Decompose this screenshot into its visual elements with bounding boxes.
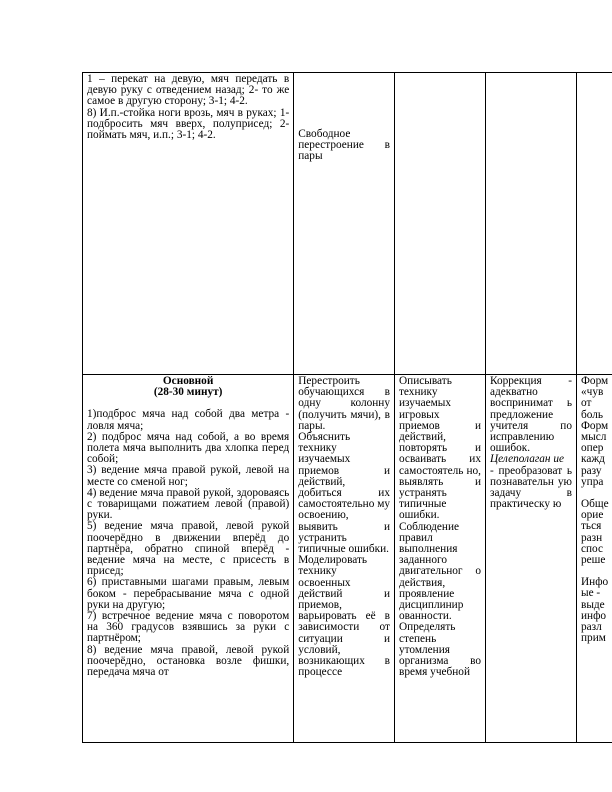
main-part-cell xyxy=(83,375,294,743)
teacher-activity-cell xyxy=(294,375,395,743)
regulatory-text: - преобразоват ь познавательн ую задачу в практическу ю xyxy=(490,464,572,511)
exercise-item: 7) встречное ведение мяча с поворотом на 360 градусов взявшись за руки с партнёром; xyxy=(87,610,290,645)
cut-off-text-line: Обще xyxy=(581,498,609,511)
cut-off-text-line: Инфо xyxy=(581,576,609,589)
teacher-activity-text: Моделировать технику освоенных действий и приемов, варьировать её в зависимости от ситуации и условий, возникающих в процессе xyxy=(298,554,390,679)
exercise-item: 5) ведение мяча правой, левой рукой поочерёдно в движении вперёд до партнёра, обратно спиной вперёд - ведение мяча на месте, с присесть в присед; xyxy=(87,520,290,578)
cut-off-text-line: прим xyxy=(581,632,606,645)
exercise-text: 8) И.п.-стойка ноги врозь, мяч в руках; 1- подбросить мяч вверх, полуприсед; 2- поймать мяч, и.п.; 3-1; 4-2. xyxy=(87,106,290,142)
cut-off-text-line: кажд xyxy=(581,453,605,466)
empty-cell xyxy=(577,73,612,375)
cut-off-text-line: разл xyxy=(581,621,602,634)
teacher-activity-text: Перестроить обучающихся в одну колонну (получить мячи), в пары. xyxy=(298,375,390,432)
cut-off-text-line: от xyxy=(581,397,592,410)
regulatory-italic-term: Целеполаган ие xyxy=(490,453,564,466)
table-row xyxy=(83,375,612,743)
cut-off-text-line: выде xyxy=(581,598,605,611)
exercise-item: 4) ведение мяча правой рукой, здороваясь с товарищами пожатием левой (правой) руки. xyxy=(87,486,290,522)
student-activity-text: Соблюдение правил выполнения заданного двигательног о действия, проявление дисциплинир ованности. xyxy=(399,520,481,623)
student-activity-text: Описывать технику изучаемых игровых приемов и действий, повторять и осваивать их самостоятель но, выявлять и устранять типичные ошибки. xyxy=(399,375,481,522)
cut-off-text-line: Форм xyxy=(581,375,609,387)
cut-off-text-line: разн xyxy=(581,531,603,544)
cut-off-text-line: ться xyxy=(581,520,602,533)
regulatory-text: Коррекция - адекватно воспринимат ь предложение учителя по исправлению ошибок. xyxy=(490,375,572,455)
cut-off-text-line: инфо xyxy=(581,609,607,622)
section-title: Основной xyxy=(162,375,214,387)
regulatory-uud-cell xyxy=(486,375,577,743)
exercise-cell xyxy=(83,73,294,375)
cut-off-text-line: ые - xyxy=(581,587,601,600)
teacher-activity-text: Объяснить технику изучаемых приемов и действий, добиться их самостоятельно му освоению, выявить и устранить типичные ошибки. xyxy=(298,431,390,556)
empty-cell xyxy=(395,73,486,375)
student-activity-text: Определять степень утомления организма во время учебной xyxy=(399,621,481,679)
exercise-item: 6) приставными шагами правым, левым боком - перебрасывание мяча с одной руки на другую; xyxy=(87,576,290,611)
exercise-item: 3) ведение мяча правой рукой, левой на месте со сменой ног; xyxy=(87,464,290,488)
cut-off-text-line: опер xyxy=(581,442,604,455)
cut-off-text-line: орие xyxy=(581,509,604,522)
empty-cell xyxy=(486,73,577,375)
cut-off-text-line: «чув xyxy=(581,386,604,399)
student-activity-cell xyxy=(395,375,486,743)
exercise-item: 1)подброс мяча над собой два метра - ловля мяча; xyxy=(87,408,290,432)
cut-off-text-line: разу xyxy=(581,464,602,477)
cut-off-text-line: упра xyxy=(581,475,604,488)
cut-off-text-line: мысл xyxy=(581,431,607,444)
cut-off-text-line: реше xyxy=(581,554,606,567)
exercise-text: 1 – перекат на девую, мяч передать в девую руку с отведением назад; 2- то же самое в другую сторону; 3-1; 4-2. xyxy=(87,73,290,108)
cut-off-text-line: спос xyxy=(581,542,604,555)
cognitive-uud-cell xyxy=(577,375,612,743)
cut-off-text-line: Форм xyxy=(581,419,609,432)
section-duration: (28-30 минут) xyxy=(153,386,223,399)
cut-off-text-line: боль xyxy=(581,408,604,421)
organization-text: Свободное перестроение в пары xyxy=(298,128,390,163)
organization-cell xyxy=(294,73,395,375)
exercise-item: 8) ведение мяча правой, левой рукой поочерёдно, остановка возле фишки, передача мяча от xyxy=(87,643,290,679)
exercise-item: 2) подброс мяча над собой, а во время полета мяча выполнить два хлопка перед собой; xyxy=(87,430,290,466)
table-row xyxy=(83,73,612,375)
lesson-plan-table xyxy=(82,72,612,743)
